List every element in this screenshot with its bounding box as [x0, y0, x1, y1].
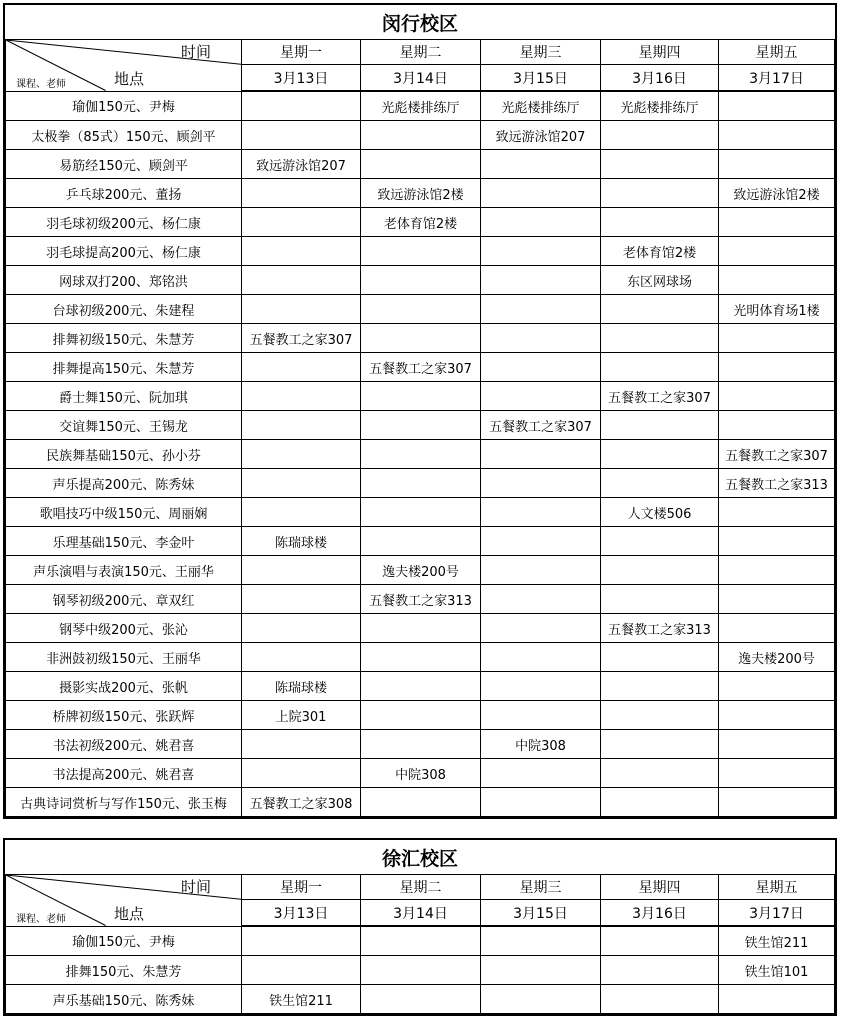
- venue-cell-tue: [361, 411, 481, 440]
- weekday-wed: 星期三: [481, 875, 601, 900]
- venue-cell-fri: [719, 498, 835, 527]
- venue-cell-thu: [601, 701, 719, 730]
- venue-cell-wed: [481, 643, 601, 672]
- course-teacher-cell: 太极拳（85式）150元、顾剑平: [6, 121, 242, 150]
- venue-cell-wed: [481, 527, 601, 556]
- venue-cell-wed: [481, 585, 601, 614]
- venue-cell-mon: 致远游泳馆207: [242, 150, 361, 179]
- date-tue: 3月14日: [361, 65, 481, 92]
- venue-cell-tue: [361, 498, 481, 527]
- place-label: 地点: [114, 904, 145, 923]
- venue-cell-tue: [361, 324, 481, 353]
- venue-cell-mon: [242, 759, 361, 788]
- venue-cell-mon: [242, 353, 361, 382]
- venue-cell-fri: 五餐教工之家313: [719, 469, 835, 498]
- course-teacher-cell: 书法初级200元、姚君喜: [6, 730, 242, 759]
- venue-cell-thu: 光彪楼排练厅: [601, 91, 719, 121]
- schedule-row: [6, 614, 835, 643]
- venue-cell-tue: 五餐教工之家313: [361, 585, 481, 614]
- venue-cell-wed: [481, 672, 601, 701]
- venue-cell-thu: [601, 208, 719, 237]
- venue-cell-wed: [481, 701, 601, 730]
- course-teacher-cell: 羽毛球初级200元、杨仁康: [6, 208, 242, 237]
- course-teacher-cell: 钢琴中级200元、张沁: [6, 614, 242, 643]
- venue-cell-fri: 铁生馆211: [719, 926, 835, 956]
- venue-cell-thu: [601, 295, 719, 324]
- venue-cell-fri: [719, 353, 835, 382]
- venue-cell-mon: [242, 91, 361, 121]
- course-teacher-cell: 瑜伽150元、尹梅: [6, 926, 242, 956]
- venue-cell-mon: [242, 121, 361, 150]
- venue-cell-fri: [719, 91, 835, 121]
- venue-cell-mon: [242, 382, 361, 411]
- weekday-thu: 星期四: [601, 875, 719, 900]
- venue-cell-mon: 陈瑞球楼: [242, 672, 361, 701]
- venue-cell-wed: 五餐教工之家307: [481, 411, 601, 440]
- schedule-row: [6, 788, 835, 817]
- venue-cell-wed: [481, 440, 601, 469]
- venue-cell-thu: [601, 121, 719, 150]
- venue-cell-wed: [481, 759, 601, 788]
- venue-cell-tue: [361, 672, 481, 701]
- venue-cell-thu: 五餐教工之家313: [601, 614, 719, 643]
- course-teacher-cell: 钢琴初级200元、章双红: [6, 585, 242, 614]
- venue-cell-tue: 五餐教工之家307: [361, 353, 481, 382]
- venue-cell-tue: [361, 643, 481, 672]
- schedule-row: [6, 701, 835, 730]
- venue-cell-mon: [242, 643, 361, 672]
- venue-cell-thu: [601, 956, 719, 985]
- date-wed: 3月15日: [481, 900, 601, 927]
- venue-cell-fri: [719, 266, 835, 295]
- venue-cell-thu: [601, 556, 719, 585]
- minhang-table-body: [6, 5, 835, 817]
- minhang-table: [5, 5, 835, 817]
- schedule-row: [6, 324, 835, 353]
- course-teacher-cell: 瑜伽150元、尹梅: [6, 91, 242, 121]
- venue-cell-tue: [361, 150, 481, 179]
- course-teacher-cell: 易筋经150元、顾剑平: [6, 150, 242, 179]
- course-teacher-cell: 摄影实战200元、张帆: [6, 672, 242, 701]
- venue-cell-fri: 五餐教工之家307: [719, 440, 835, 469]
- venue-cell-tue: [361, 926, 481, 956]
- venue-cell-mon: [242, 440, 361, 469]
- weekday-fri: 星期五: [719, 40, 835, 65]
- date-fri: 3月17日: [719, 65, 835, 92]
- weekday-fri: 星期五: [719, 875, 835, 900]
- weekday-tue: 星期二: [361, 40, 481, 65]
- xuhui-title-row: [6, 840, 835, 875]
- venue-cell-mon: [242, 956, 361, 985]
- schedule-row: [6, 556, 835, 585]
- venue-cell-thu: [601, 469, 719, 498]
- venue-cell-tue: [361, 788, 481, 817]
- venue-cell-mon: 五餐教工之家308: [242, 788, 361, 817]
- venue-cell-tue: 逸夫楼200号: [361, 556, 481, 585]
- schedule-row: [6, 179, 835, 208]
- venue-cell-tue: 致远游泳馆2楼: [361, 179, 481, 208]
- venue-cell-wed: [481, 614, 601, 643]
- weekday-mon: 星期一: [242, 875, 361, 900]
- minhang-title-row: [6, 5, 835, 40]
- schedule-row: [6, 956, 835, 985]
- venue-cell-fri: [719, 121, 835, 150]
- time-label: 时间: [180, 43, 211, 61]
- venue-cell-mon: [242, 469, 361, 498]
- venue-cell-tue: [361, 295, 481, 324]
- campus-title: 闵行校区: [6, 5, 835, 40]
- venue-cell-wed: [481, 179, 601, 208]
- venue-cell-fri: [719, 382, 835, 411]
- schedule-row: [6, 730, 835, 759]
- schedule-row: [6, 295, 835, 324]
- weekday-tue: 星期二: [361, 875, 481, 900]
- venue-cell-mon: [242, 730, 361, 759]
- time-label: 时间: [180, 878, 211, 896]
- venue-cell-thu: [601, 926, 719, 956]
- venue-cell-fri: [719, 150, 835, 179]
- venue-cell-thu: [601, 440, 719, 469]
- venue-cell-thu: [601, 585, 719, 614]
- course-teacher-label: 课程、老师: [16, 78, 66, 90]
- xuhui-table-body: [6, 840, 835, 1014]
- schedule-row: [6, 469, 835, 498]
- venue-cell-tue: [361, 266, 481, 295]
- venue-cell-fri: [719, 556, 835, 585]
- schedule-row: [6, 759, 835, 788]
- weekday-wed: 星期三: [481, 40, 601, 65]
- schedule-row: [6, 585, 835, 614]
- venue-cell-wed: [481, 324, 601, 353]
- schedule-row: [6, 121, 835, 150]
- venue-cell-tue: 老体育馆2楼: [361, 208, 481, 237]
- date-thu: 3月16日: [601, 900, 719, 927]
- schedule-row: [6, 237, 835, 266]
- course-teacher-cell: 排舞150元、朱慧芳: [6, 956, 242, 985]
- course-teacher-cell: 爵士舞150元、阮加琪: [6, 382, 242, 411]
- venue-cell-thu: [601, 150, 719, 179]
- corner-header-cell: [6, 40, 242, 92]
- venue-cell-tue: [361, 730, 481, 759]
- venue-cell-wed: [481, 498, 601, 527]
- venue-cell-thu: [601, 985, 719, 1014]
- schedule-row: [6, 926, 835, 956]
- schedule-row: [6, 411, 835, 440]
- course-teacher-cell: 声乐演唱与表演150元、王丽华: [6, 556, 242, 585]
- venue-cell-wed: [481, 208, 601, 237]
- weekday-mon: 星期一: [242, 40, 361, 65]
- venue-cell-tue: [361, 985, 481, 1014]
- venue-cell-mon: [242, 614, 361, 643]
- venue-cell-thu: [601, 759, 719, 788]
- course-teacher-cell: 声乐提高200元、陈秀妹: [6, 469, 242, 498]
- venue-cell-thu: 人文楼506: [601, 498, 719, 527]
- course-teacher-cell: 古典诗词赏析与写作150元、张玉梅: [6, 788, 242, 817]
- venue-cell-fri: 铁生馆101: [719, 956, 835, 985]
- venue-cell-thu: [601, 411, 719, 440]
- weekday-header-row: [6, 40, 835, 65]
- date-mon: 3月13日: [242, 900, 361, 927]
- venue-cell-fri: [719, 411, 835, 440]
- venue-cell-wed: [481, 150, 601, 179]
- course-teacher-cell: 桥牌初级150元、张跃辉: [6, 701, 242, 730]
- venue-cell-mon: [242, 208, 361, 237]
- schedule-row: [6, 91, 835, 121]
- venue-cell-fri: [719, 585, 835, 614]
- venue-cell-mon: [242, 237, 361, 266]
- venue-cell-tue: [361, 527, 481, 556]
- course-teacher-cell: 非洲鼓初级150元、王丽华: [6, 643, 242, 672]
- course-teacher-cell: 乐理基础150元、李金叶: [6, 527, 242, 556]
- schedule-row: [6, 266, 835, 295]
- venue-cell-mon: [242, 179, 361, 208]
- venue-cell-tue: [361, 469, 481, 498]
- venue-cell-mon: 陈瑞球楼: [242, 527, 361, 556]
- venue-cell-mon: [242, 585, 361, 614]
- venue-cell-wed: [481, 956, 601, 985]
- venue-cell-wed: [481, 556, 601, 585]
- venue-cell-wed: [481, 237, 601, 266]
- course-teacher-cell: 排舞提高150元、朱慧芳: [6, 353, 242, 382]
- course-teacher-cell: 民族舞基础150元、孙小芬: [6, 440, 242, 469]
- venue-cell-thu: 东区网球场: [601, 266, 719, 295]
- venue-cell-fri: [719, 730, 835, 759]
- venue-cell-fri: [719, 788, 835, 817]
- venue-cell-thu: [601, 353, 719, 382]
- venue-cell-wed: [481, 788, 601, 817]
- place-label: 地点: [114, 69, 145, 88]
- minhang-schedule: [3, 3, 837, 819]
- venue-cell-tue: [361, 382, 481, 411]
- venue-cell-tue: 中院308: [361, 759, 481, 788]
- venue-cell-thu: 老体育馆2楼: [601, 237, 719, 266]
- course-teacher-label: 课程、老师: [16, 913, 66, 925]
- course-teacher-cell: 网球双打200、郑铭洪: [6, 266, 242, 295]
- schedule-row: [6, 672, 835, 701]
- schedule-row: [6, 527, 835, 556]
- venue-cell-mon: [242, 498, 361, 527]
- venue-cell-fri: [719, 324, 835, 353]
- date-thu: 3月16日: [601, 65, 719, 92]
- venue-cell-thu: [601, 179, 719, 208]
- course-teacher-cell: 羽毛球提高200元、杨仁康: [6, 237, 242, 266]
- venue-cell-wed: [481, 266, 601, 295]
- schedule-row: [6, 150, 835, 179]
- venue-cell-fri: [719, 614, 835, 643]
- xuhui-schedule: [3, 838, 837, 1016]
- venue-cell-thu: [601, 527, 719, 556]
- venue-cell-tue: [361, 440, 481, 469]
- venue-cell-mon: 上院301: [242, 701, 361, 730]
- venue-cell-wed: [481, 985, 601, 1014]
- date-tue: 3月14日: [361, 900, 481, 927]
- course-teacher-cell: 乒乓球200元、董扬: [6, 179, 242, 208]
- venue-cell-mon: [242, 411, 361, 440]
- course-teacher-cell: 交谊舞150元、王锡龙: [6, 411, 242, 440]
- venue-cell-wed: [481, 926, 601, 956]
- venue-cell-fri: [719, 527, 835, 556]
- course-teacher-cell: 歌唱技巧中级150元、周丽娴: [6, 498, 242, 527]
- schedule-row: [6, 208, 835, 237]
- venue-cell-wed: [481, 295, 601, 324]
- venue-cell-thu: [601, 788, 719, 817]
- venue-cell-wed: 光彪楼排练厅: [481, 91, 601, 121]
- venue-cell-fri: [719, 237, 835, 266]
- xuhui-table: [5, 840, 835, 1014]
- venue-cell-wed: [481, 382, 601, 411]
- venue-cell-wed: 致远游泳馆207: [481, 121, 601, 150]
- date-fri: 3月17日: [719, 900, 835, 927]
- course-teacher-cell: 台球初级200元、朱建程: [6, 295, 242, 324]
- venue-cell-wed: [481, 469, 601, 498]
- venue-cell-thu: [601, 324, 719, 353]
- venue-cell-mon: 五餐教工之家307: [242, 324, 361, 353]
- venue-cell-tue: [361, 614, 481, 643]
- venue-cell-tue: [361, 701, 481, 730]
- schedule-row: [6, 985, 835, 1014]
- venue-cell-mon: 铁生馆211: [242, 985, 361, 1014]
- venue-cell-wed: [481, 353, 601, 382]
- venue-cell-thu: 五餐教工之家307: [601, 382, 719, 411]
- weekday-header-row: [6, 875, 835, 900]
- venue-cell-thu: [601, 643, 719, 672]
- schedule-row: [6, 353, 835, 382]
- course-teacher-cell: 排舞初级150元、朱慧芳: [6, 324, 242, 353]
- venue-cell-fri: [719, 759, 835, 788]
- venue-cell-tue: 光彪楼排练厅: [361, 91, 481, 121]
- schedule-row: [6, 382, 835, 411]
- date-mon: 3月13日: [242, 65, 361, 92]
- venue-cell-tue: [361, 237, 481, 266]
- date-wed: 3月15日: [481, 65, 601, 92]
- venue-cell-tue: [361, 121, 481, 150]
- venue-cell-fri: [719, 672, 835, 701]
- venue-cell-fri: [719, 208, 835, 237]
- campus-title: 徐汇校区: [6, 840, 835, 875]
- venue-cell-mon: [242, 295, 361, 324]
- corner-header-cell: [6, 875, 242, 927]
- course-teacher-cell: 声乐基础150元、陈秀妹: [6, 985, 242, 1014]
- venue-cell-fri: 逸夫楼200号: [719, 643, 835, 672]
- venue-cell-mon: [242, 556, 361, 585]
- venue-cell-fri: [719, 701, 835, 730]
- venue-cell-fri: [719, 985, 835, 1014]
- schedule-row: [6, 440, 835, 469]
- weekday-thu: 星期四: [601, 40, 719, 65]
- schedule-row: [6, 498, 835, 527]
- venue-cell-thu: [601, 672, 719, 701]
- venue-cell-fri: 致远游泳馆2楼: [719, 179, 835, 208]
- venue-cell-wed: 中院308: [481, 730, 601, 759]
- venue-cell-tue: [361, 956, 481, 985]
- venue-cell-mon: [242, 926, 361, 956]
- schedule-row: [6, 643, 835, 672]
- venue-cell-thu: [601, 730, 719, 759]
- venue-cell-mon: [242, 266, 361, 295]
- venue-cell-fri: 光明体育场1楼: [719, 295, 835, 324]
- course-teacher-cell: 书法提高200元、姚君喜: [6, 759, 242, 788]
